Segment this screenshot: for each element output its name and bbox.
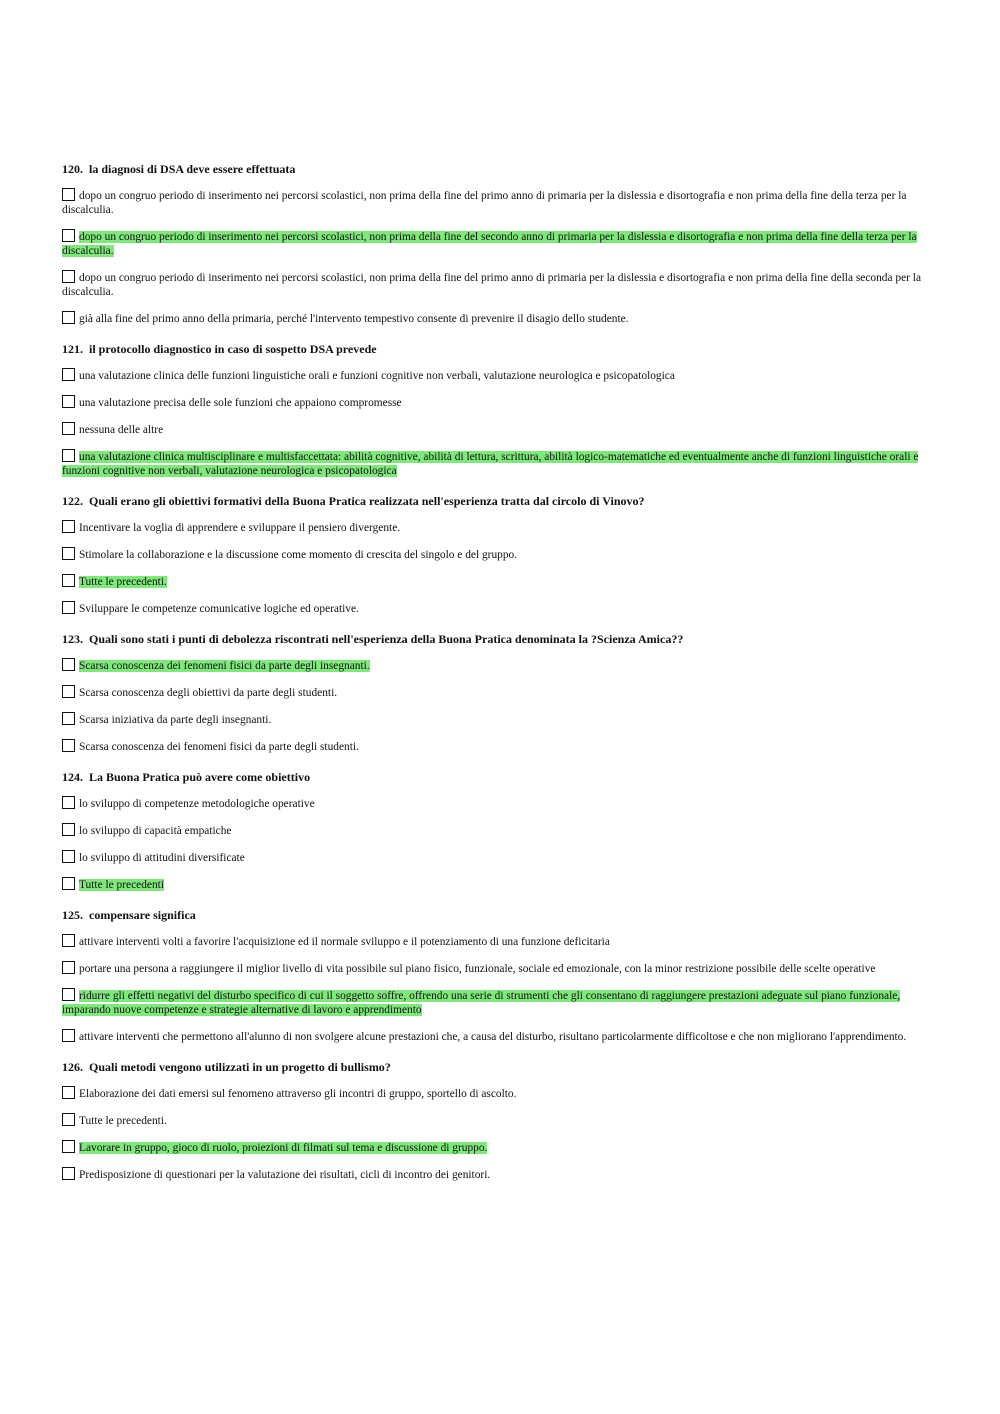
answer-text: dopo un congruo periodo di inserimento nei percorsi scolastici, non prima della fine del primo anno di primaria per la dislessia e disortografia e non prima della fine della seconda per la discalculia. bbox=[62, 272, 922, 298]
answer-text: lo sviluppo di capacità empatiche bbox=[79, 825, 232, 837]
checkbox[interactable] bbox=[62, 449, 75, 462]
answer-text: portare una persona a raggiungere il miglior livello di vita possibile sul piano fisico, funzionale, sociale ed emozionale, con la minor restrizione possibile delle scelte operative bbox=[79, 963, 876, 975]
checkbox[interactable] bbox=[62, 520, 75, 533]
question-text: Quali sono stati i punti di debolezza riscontrati nell'esperienza della Buona Pratica denominata la ?Scienza Amica?? bbox=[89, 632, 684, 646]
checkbox[interactable] bbox=[62, 1140, 75, 1153]
question-text: compensare significa bbox=[89, 908, 196, 922]
answer-text: Sviluppare le competenze comunicative logiche ed operative. bbox=[79, 603, 359, 615]
answer-text: attivare interventi volti a favorire l'acquisizione ed il normale sviluppo e il potenziamento di una funzione deficitaria bbox=[79, 936, 610, 948]
answer-option[interactable] bbox=[62, 422, 930, 437]
answer-option[interactable] bbox=[62, 1029, 930, 1044]
question-title bbox=[62, 342, 930, 357]
question-number: 120. bbox=[62, 162, 83, 176]
checkbox[interactable] bbox=[62, 712, 75, 725]
checkbox[interactable] bbox=[62, 1029, 75, 1042]
answer-option[interactable] bbox=[62, 1113, 930, 1128]
question-text: Quali erano gli obiettivi formativi della Buona Pratica realizzata nell'esperienza tratta dal circolo di Vinovo? bbox=[89, 494, 645, 508]
question-number: 121. bbox=[62, 342, 83, 356]
question-text: la diagnosi di DSA deve essere effettuata bbox=[89, 162, 296, 176]
answer-text: lo sviluppo di attitudini diversificate bbox=[79, 852, 245, 864]
answer-option[interactable] bbox=[62, 449, 930, 478]
question-123 bbox=[62, 632, 930, 754]
question-title bbox=[62, 1060, 930, 1075]
answer-text: Tutte le precedenti. bbox=[79, 576, 167, 588]
answer-text: Scarsa conoscenza dei fenomeni fisici da parte degli insegnanti. bbox=[79, 660, 370, 672]
answer-text: Incentivare la voglia di apprendere e sviluppare il pensiero divergente. bbox=[79, 522, 401, 534]
answer-option[interactable] bbox=[62, 520, 930, 535]
question-number: 124. bbox=[62, 770, 83, 784]
question-title bbox=[62, 632, 930, 647]
quiz-page bbox=[62, 162, 930, 1198]
checkbox[interactable] bbox=[62, 188, 75, 201]
answer-option[interactable] bbox=[62, 574, 930, 589]
checkbox[interactable] bbox=[62, 850, 75, 863]
answer-option[interactable] bbox=[62, 823, 930, 838]
checkbox[interactable] bbox=[62, 547, 75, 560]
question-number: 123. bbox=[62, 632, 83, 646]
checkbox[interactable] bbox=[62, 877, 75, 890]
answer-option[interactable] bbox=[62, 796, 930, 811]
answer-text: Elaborazione dei dati emersi sul fenomeno attraverso gli incontri di gruppo, sportello di ascolto. bbox=[79, 1088, 517, 1100]
answer-text: dopo un congruo periodo di inserimento nei percorsi scolastici, non prima della fine del secondo anno di primaria per la dislessia e disortografia e non prima della fine della terza per la discalculia. bbox=[62, 231, 917, 257]
checkbox[interactable] bbox=[62, 395, 75, 408]
answer-option[interactable] bbox=[62, 850, 930, 865]
checkbox[interactable] bbox=[62, 658, 75, 671]
question-124 bbox=[62, 770, 930, 892]
question-text: Quali metodi vengono utilizzati in un progetto di bullismo? bbox=[89, 1060, 391, 1074]
answer-option[interactable] bbox=[62, 270, 930, 299]
checkbox[interactable] bbox=[62, 739, 75, 752]
checkbox[interactable] bbox=[62, 961, 75, 974]
answer-option[interactable] bbox=[62, 1086, 930, 1101]
answer-text: Tutte le precedenti. bbox=[79, 1115, 167, 1127]
answer-text: ridurre gli effetti negativi del disturbo specifico di cui il soggetto soffre, offrendo una serie di strumenti che gli consentano di raggiungere prestazioni adeguate sul piano funzionale, imparando nuove competenze e strategie alternative di lavoro e apprendimento bbox=[62, 990, 901, 1016]
question-title bbox=[62, 162, 930, 177]
answer-text: già alla fine del primo anno della primaria, perché l'intervento tempestivo consente di prevenire il disagio dello studente. bbox=[79, 313, 629, 325]
question-text: il protocollo diagnostico in caso di sospetto DSA prevede bbox=[89, 342, 377, 356]
answer-option[interactable] bbox=[62, 877, 930, 892]
answer-text: una valutazione precisa delle sole funzioni che appaiono compromesse bbox=[79, 397, 402, 409]
checkbox[interactable] bbox=[62, 574, 75, 587]
question-text: La Buona Pratica può avere come obiettivo bbox=[89, 770, 311, 784]
answer-option[interactable] bbox=[62, 395, 930, 410]
question-121 bbox=[62, 342, 930, 478]
answer-option[interactable] bbox=[62, 1167, 930, 1182]
question-title bbox=[62, 908, 930, 923]
question-title bbox=[62, 494, 930, 509]
checkbox[interactable] bbox=[62, 988, 75, 1001]
answer-option[interactable] bbox=[62, 229, 930, 258]
question-122 bbox=[62, 494, 930, 616]
checkbox[interactable] bbox=[62, 1113, 75, 1126]
checkbox[interactable] bbox=[62, 270, 75, 283]
answer-option[interactable] bbox=[62, 685, 930, 700]
answer-option[interactable] bbox=[62, 658, 930, 673]
answer-text: Predisposizione di questionari per la valutazione dei risultati, cicli di incontro dei genitori. bbox=[79, 1169, 491, 1181]
checkbox[interactable] bbox=[62, 1086, 75, 1099]
answer-text: dopo un congruo periodo di inserimento nei percorsi scolastici, non prima della fine del primo anno di primaria per la dislessia e disortografia e non prima della fine della terza per la discalculia. bbox=[62, 190, 907, 216]
checkbox[interactable] bbox=[62, 823, 75, 836]
answer-text: attivare interventi che permettono all'alunno di non svolgere alcune prestazioni che, a causa del disturbo, risultano particolarmente difficoltose e che non migliorano l'apprendimento. bbox=[79, 1031, 907, 1043]
answer-option[interactable] bbox=[62, 739, 930, 754]
answer-option[interactable] bbox=[62, 188, 930, 217]
question-title bbox=[62, 770, 930, 785]
checkbox[interactable] bbox=[62, 368, 75, 381]
answer-text: nessuna delle altre bbox=[79, 424, 164, 436]
answer-text: Tutte le precedenti bbox=[79, 879, 164, 891]
question-126 bbox=[62, 1060, 930, 1182]
answer-text: una valutazione clinica multisciplinare e multisfaccettata: abilità cognitive, abilità di lettura, scrittura, abilità logico-matematiche ed eventualmente anche di funzioni linguistiche orali e funzioni cognitive non verbali, valutazione neurologica e psicopatologica bbox=[62, 451, 919, 477]
answer-text: una valutazione clinica delle funzioni linguistiche orali e funzioni cognitive non verbali, valutazione neurologica e psicopatologica bbox=[79, 370, 675, 382]
checkbox[interactable] bbox=[62, 1167, 75, 1180]
checkbox[interactable] bbox=[62, 422, 75, 435]
answer-option[interactable] bbox=[62, 1140, 930, 1155]
answer-option[interactable] bbox=[62, 547, 930, 562]
answer-text: lo sviluppo di competenze metodologiche operative bbox=[79, 798, 315, 810]
question-number: 126. bbox=[62, 1060, 83, 1074]
checkbox[interactable] bbox=[62, 796, 75, 809]
answer-option[interactable] bbox=[62, 712, 930, 727]
answer-option[interactable] bbox=[62, 368, 930, 383]
answer-text: Lavorare in gruppo, gioco di ruolo, proiezioni di filmati sul tema e discussione di gruppo. bbox=[79, 1142, 488, 1154]
answer-text: Stimolare la collaborazione e la discussione come momento di crescita del singolo e del gruppo. bbox=[79, 549, 518, 561]
answer-option[interactable] bbox=[62, 934, 930, 949]
question-number: 122. bbox=[62, 494, 83, 508]
question-120 bbox=[62, 162, 930, 326]
checkbox[interactable] bbox=[62, 601, 75, 614]
checkbox[interactable] bbox=[62, 685, 75, 698]
answer-text: Scarsa conoscenza degli obiettivi da parte degli studenti. bbox=[79, 687, 338, 699]
answer-text: Scarsa iniziativa da parte degli insegnanti. bbox=[79, 714, 272, 726]
answer-text: Scarsa conoscenza dei fenomeni fisici da parte degli studenti. bbox=[79, 741, 359, 753]
answer-option[interactable] bbox=[62, 311, 930, 326]
answer-option[interactable] bbox=[62, 988, 930, 1017]
answer-option[interactable] bbox=[62, 961, 930, 976]
question-125 bbox=[62, 908, 930, 1044]
answer-option[interactable] bbox=[62, 601, 930, 616]
question-number: 125. bbox=[62, 908, 83, 922]
checkbox[interactable] bbox=[62, 229, 75, 242]
checkbox[interactable] bbox=[62, 934, 75, 947]
checkbox[interactable] bbox=[62, 311, 75, 324]
